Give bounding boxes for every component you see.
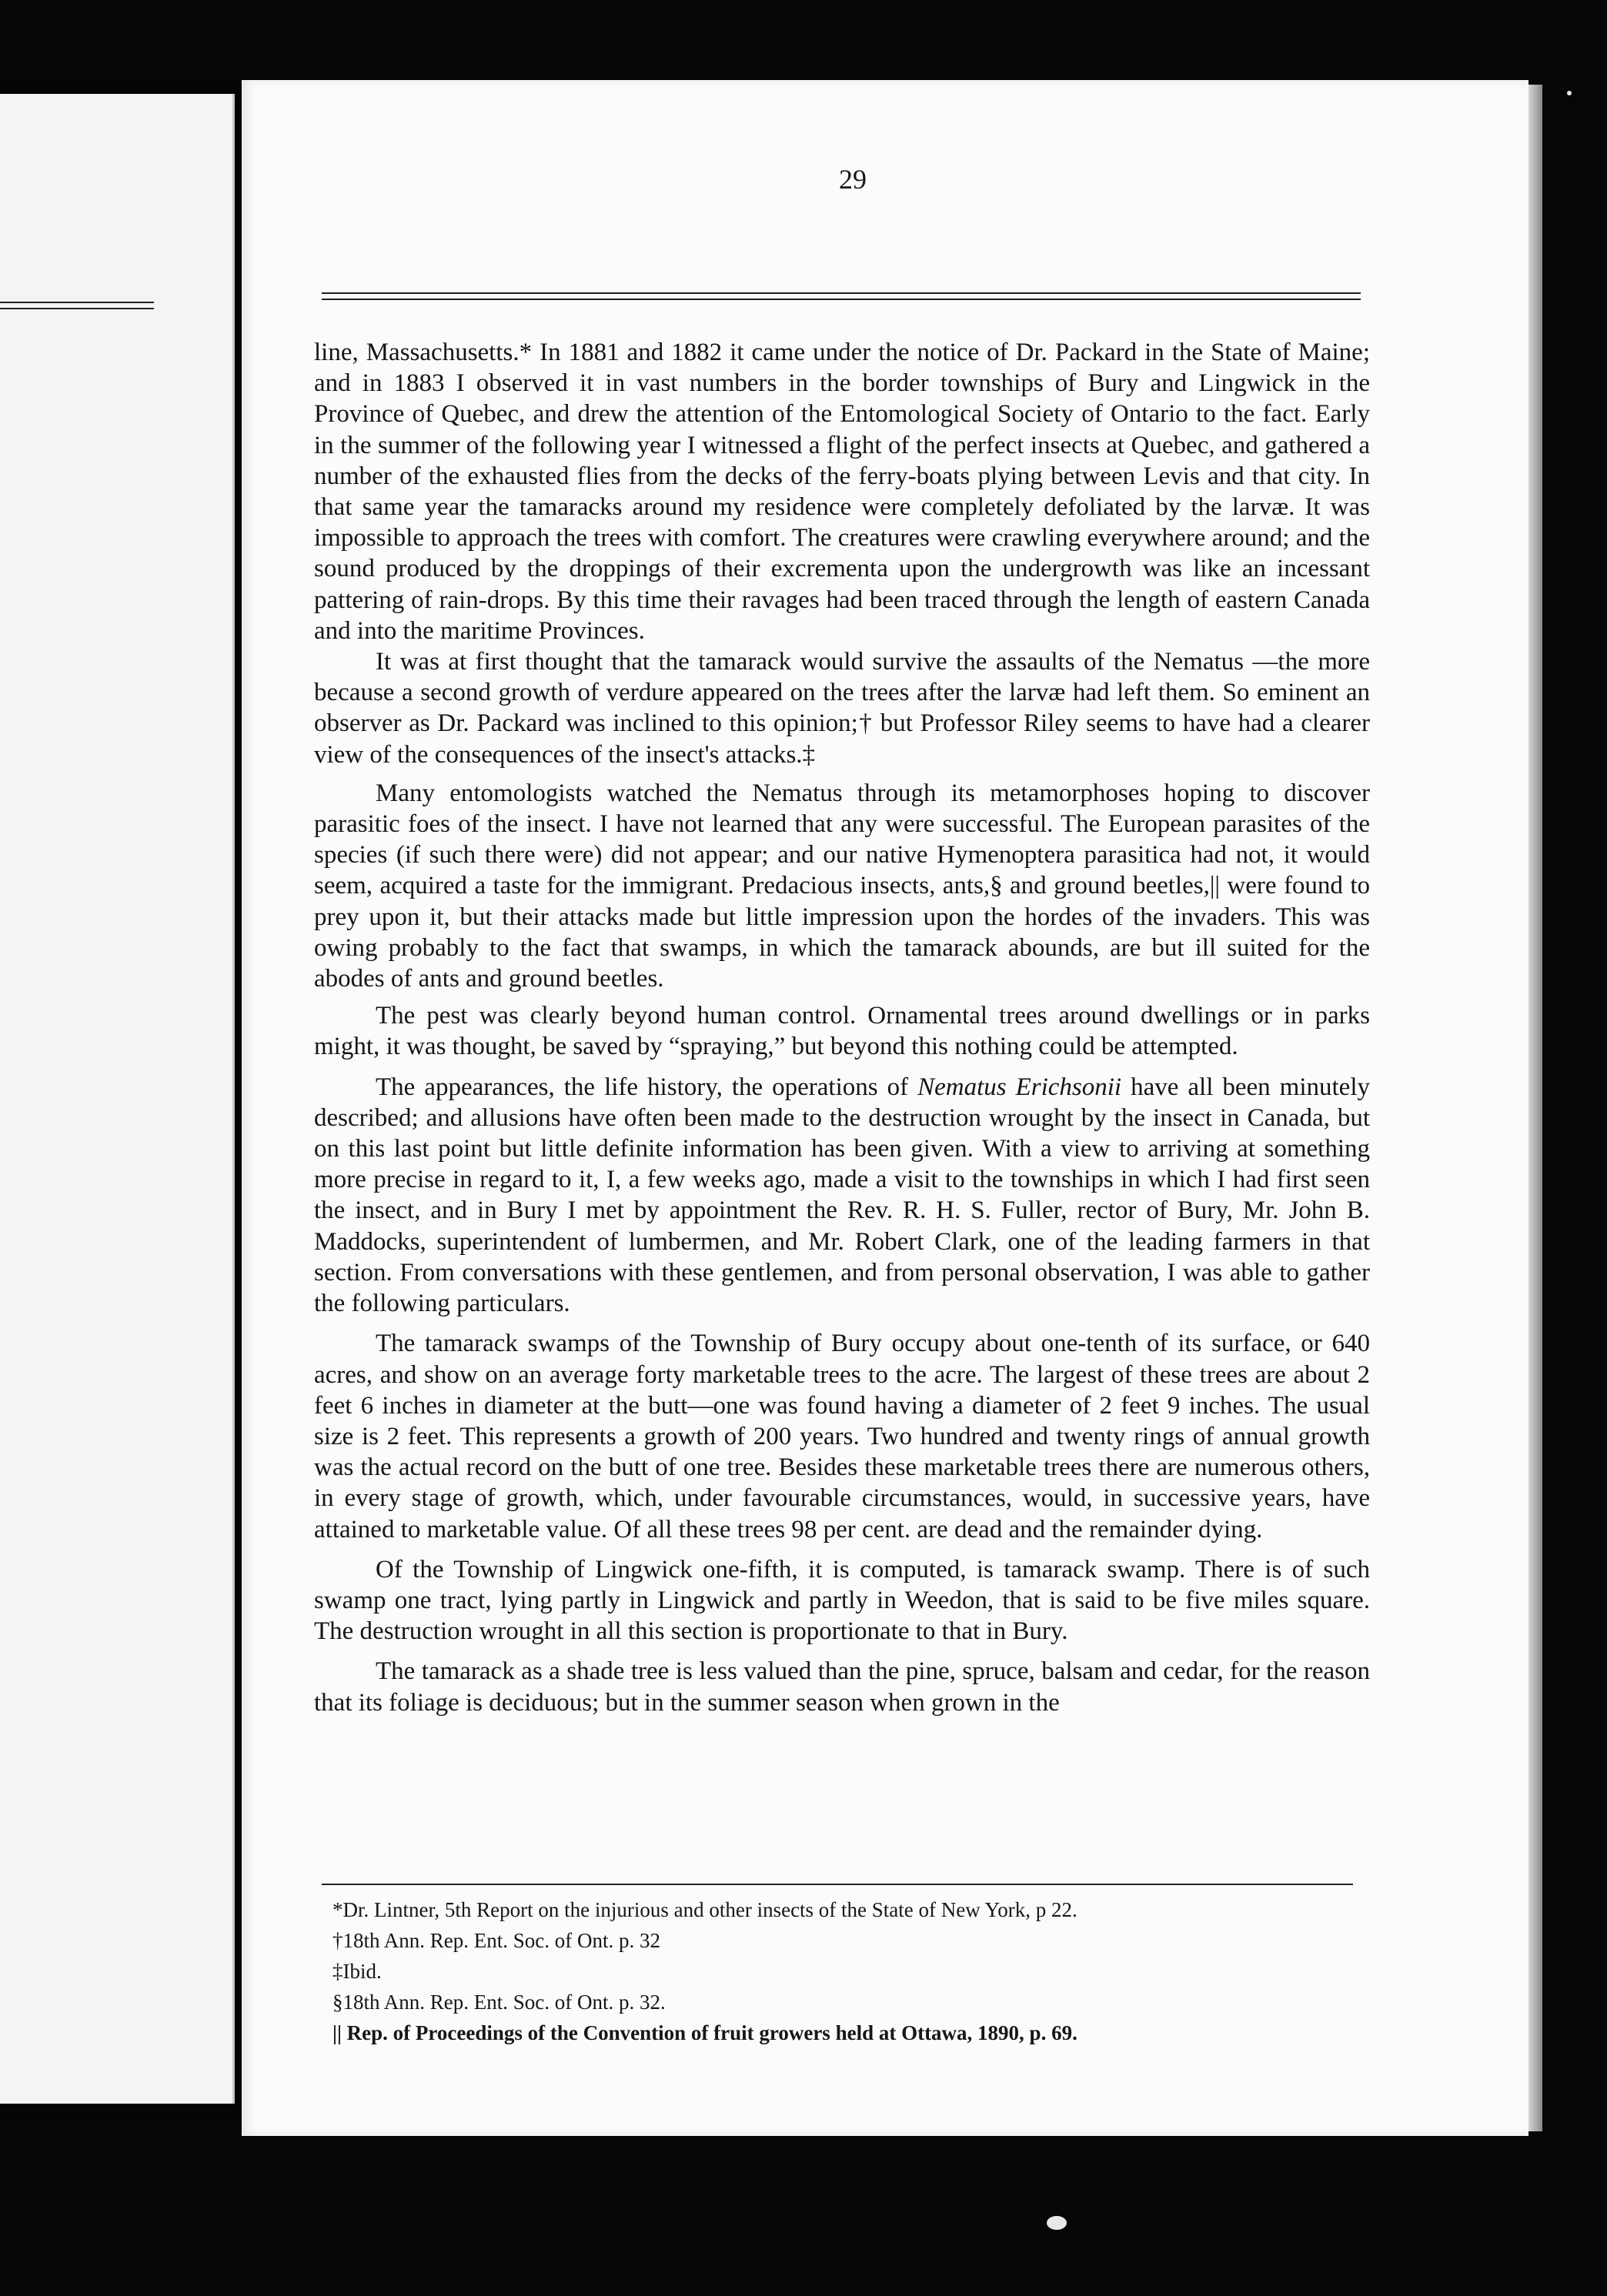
- paragraph: line, Massachusetts.* In 1881 and 1882 it came under the notice of Dr. Packard in the State of Maine; and in 1883 I observed it in vast numbers in the border townships of Bury and Lingwick in the Province of Quebec, and drew the attention of the Entomological Society of Ontario to the fact. Early in the summer of the following year I witnessed a flight of the perfect insects at Quebec, and gathered a number of the exhausted flies from the decks of the ferry-boats plying between Levis and that city. In that same year the tamaracks around my residence were completely defoliated by the larvæ. It was impossible to approach the trees with comfort. The creatures were crawling everywhere around; and the sound produced by the droppings of their excrementa upon the undergrowth was like an incessant pattering of rain-drops. By this time their ravages had been traced through the length of eastern Canada and into the maritime Provinces.: [314, 339, 1370, 645]
- footnote: *Dr. Lintner, 5th Report on the injurious and other insects of the State of New York, p 22.: [332, 1898, 1077, 1921]
- footnote-rule: [322, 1884, 1353, 1885]
- header-rule: [322, 292, 1361, 294]
- paragraph: The tamarack swamps of the Township of Bury occupy about one-tenth of its surface, or 640 acres, and show on an average forty marketable trees to the acre. The largest of these trees are about 2 feet 6 inches in diameter at the butt—one was found having a diameter of 2 feet 9 inches. The usual size is 2 feet. This represents a growth of 200 years. Two hundred and twenty rings of annual growth was the actual record on the butt of one tree. Besides these marketable trees there are numerous others, in every stage of growth, which, under favourable circumstances, would, in successive years, have attained to marketable value. Of all these trees 98 per cent. are dead and the remainder dying.: [314, 1330, 1370, 1543]
- paragraph: Of the Township of Lingwick one-fifth, it is computed, is tamarack swamp. There is of such swamp one tract, lying partly in Lingwick and partly in Weedon, that is said to be five miles square. The destruction wrought in all this section is proportionate to that in Bury.: [314, 1555, 1370, 1646]
- header-rule: [322, 299, 1361, 300]
- left-page-edge: [0, 94, 235, 2104]
- left-page-rule: [0, 302, 154, 303]
- footnote: || Rep. of Proceedings of the Convention of fruit growers held at Ottawa, 1890, p. 69.: [332, 2021, 1077, 2044]
- paragraph: Many entomologists watched the Nematus through its metamorphoses hoping to discover parasitic foes of the insect. I have not learned that any were successful. The European parasites of the species (if such there were) did not appear; and our native Hymenoptera parasitica had not, it would seem, acquired a taste for the immigrant. Predacious insects, ants,§ and ground beetles,|| were found to prey upon it, but their attacks made but little impression upon the hordes of the invaders. This was owing probably to the fact that swamps, in which the tamarack abounds, are but ill suited for the abodes of ants and ground beetles.: [314, 779, 1370, 993]
- paragraph: The pest was clearly beyond human control. Ornamental trees around dwellings or in parks might, it was thought, be saved by “spraying,” but beyond this nothing could be attempted.: [314, 1002, 1370, 1061]
- paragraph: It was at first thought that the tamarack would survive the assaults of the Nematus —the more because a second growth of verdure appeared on the trees after the larvæ had left them. So eminent an observer as Dr. Packard was inclined to this opinion;† but Professor Riley seems to have had a clearer view of the consequences of the insect's attacks.‡: [314, 648, 1370, 769]
- scan-speck: [1567, 91, 1572, 95]
- footnote: †18th Ann. Rep. Ent. Soc. of Ont. p. 32: [332, 1929, 660, 1952]
- paragraph: The tamarack as a shade tree is less valued than the pine, spruce, balsam and cedar, for the reason that its foliage is deciduous; but in the summer season when grown in the: [314, 1657, 1370, 1717]
- scan-speck: [1047, 2216, 1067, 2230]
- body-text: [314, 337, 1370, 1718]
- page-number: 29: [839, 164, 867, 195]
- footnote: ‡Ibid.: [332, 1960, 382, 1983]
- left-page-rule: [0, 308, 154, 309]
- species-name: Nematus Erichsonii: [917, 1073, 1122, 1101]
- footnotes: [332, 1894, 1379, 2048]
- page-edge-shadow: [1528, 85, 1542, 2131]
- paragraph: The appearances, the life history, the operations of Nematus Erichsonii have all been minutely described; and allusions have often been made to the destruction wrought by the insect in Canada, but on this last point but little definite information has been given. With a view to arriving at something more precise in regard to it, I, a few weeks ago, made a visit to the townships in which I had first seen the insect, and in Bury I met by appointment the Rev. R. H. S. Fuller, rector of Bury, Mr. John B. Maddocks, superintendent of lumbermen, and Mr. Robert Clark, one of the leading farmers in that section. From conversations with these gentlemen, and from personal observation, I was able to gather the following particulars.: [314, 1073, 1370, 1318]
- footnote: §18th Ann. Rep. Ent. Soc. of Ont. p. 32.: [332, 1991, 666, 2014]
